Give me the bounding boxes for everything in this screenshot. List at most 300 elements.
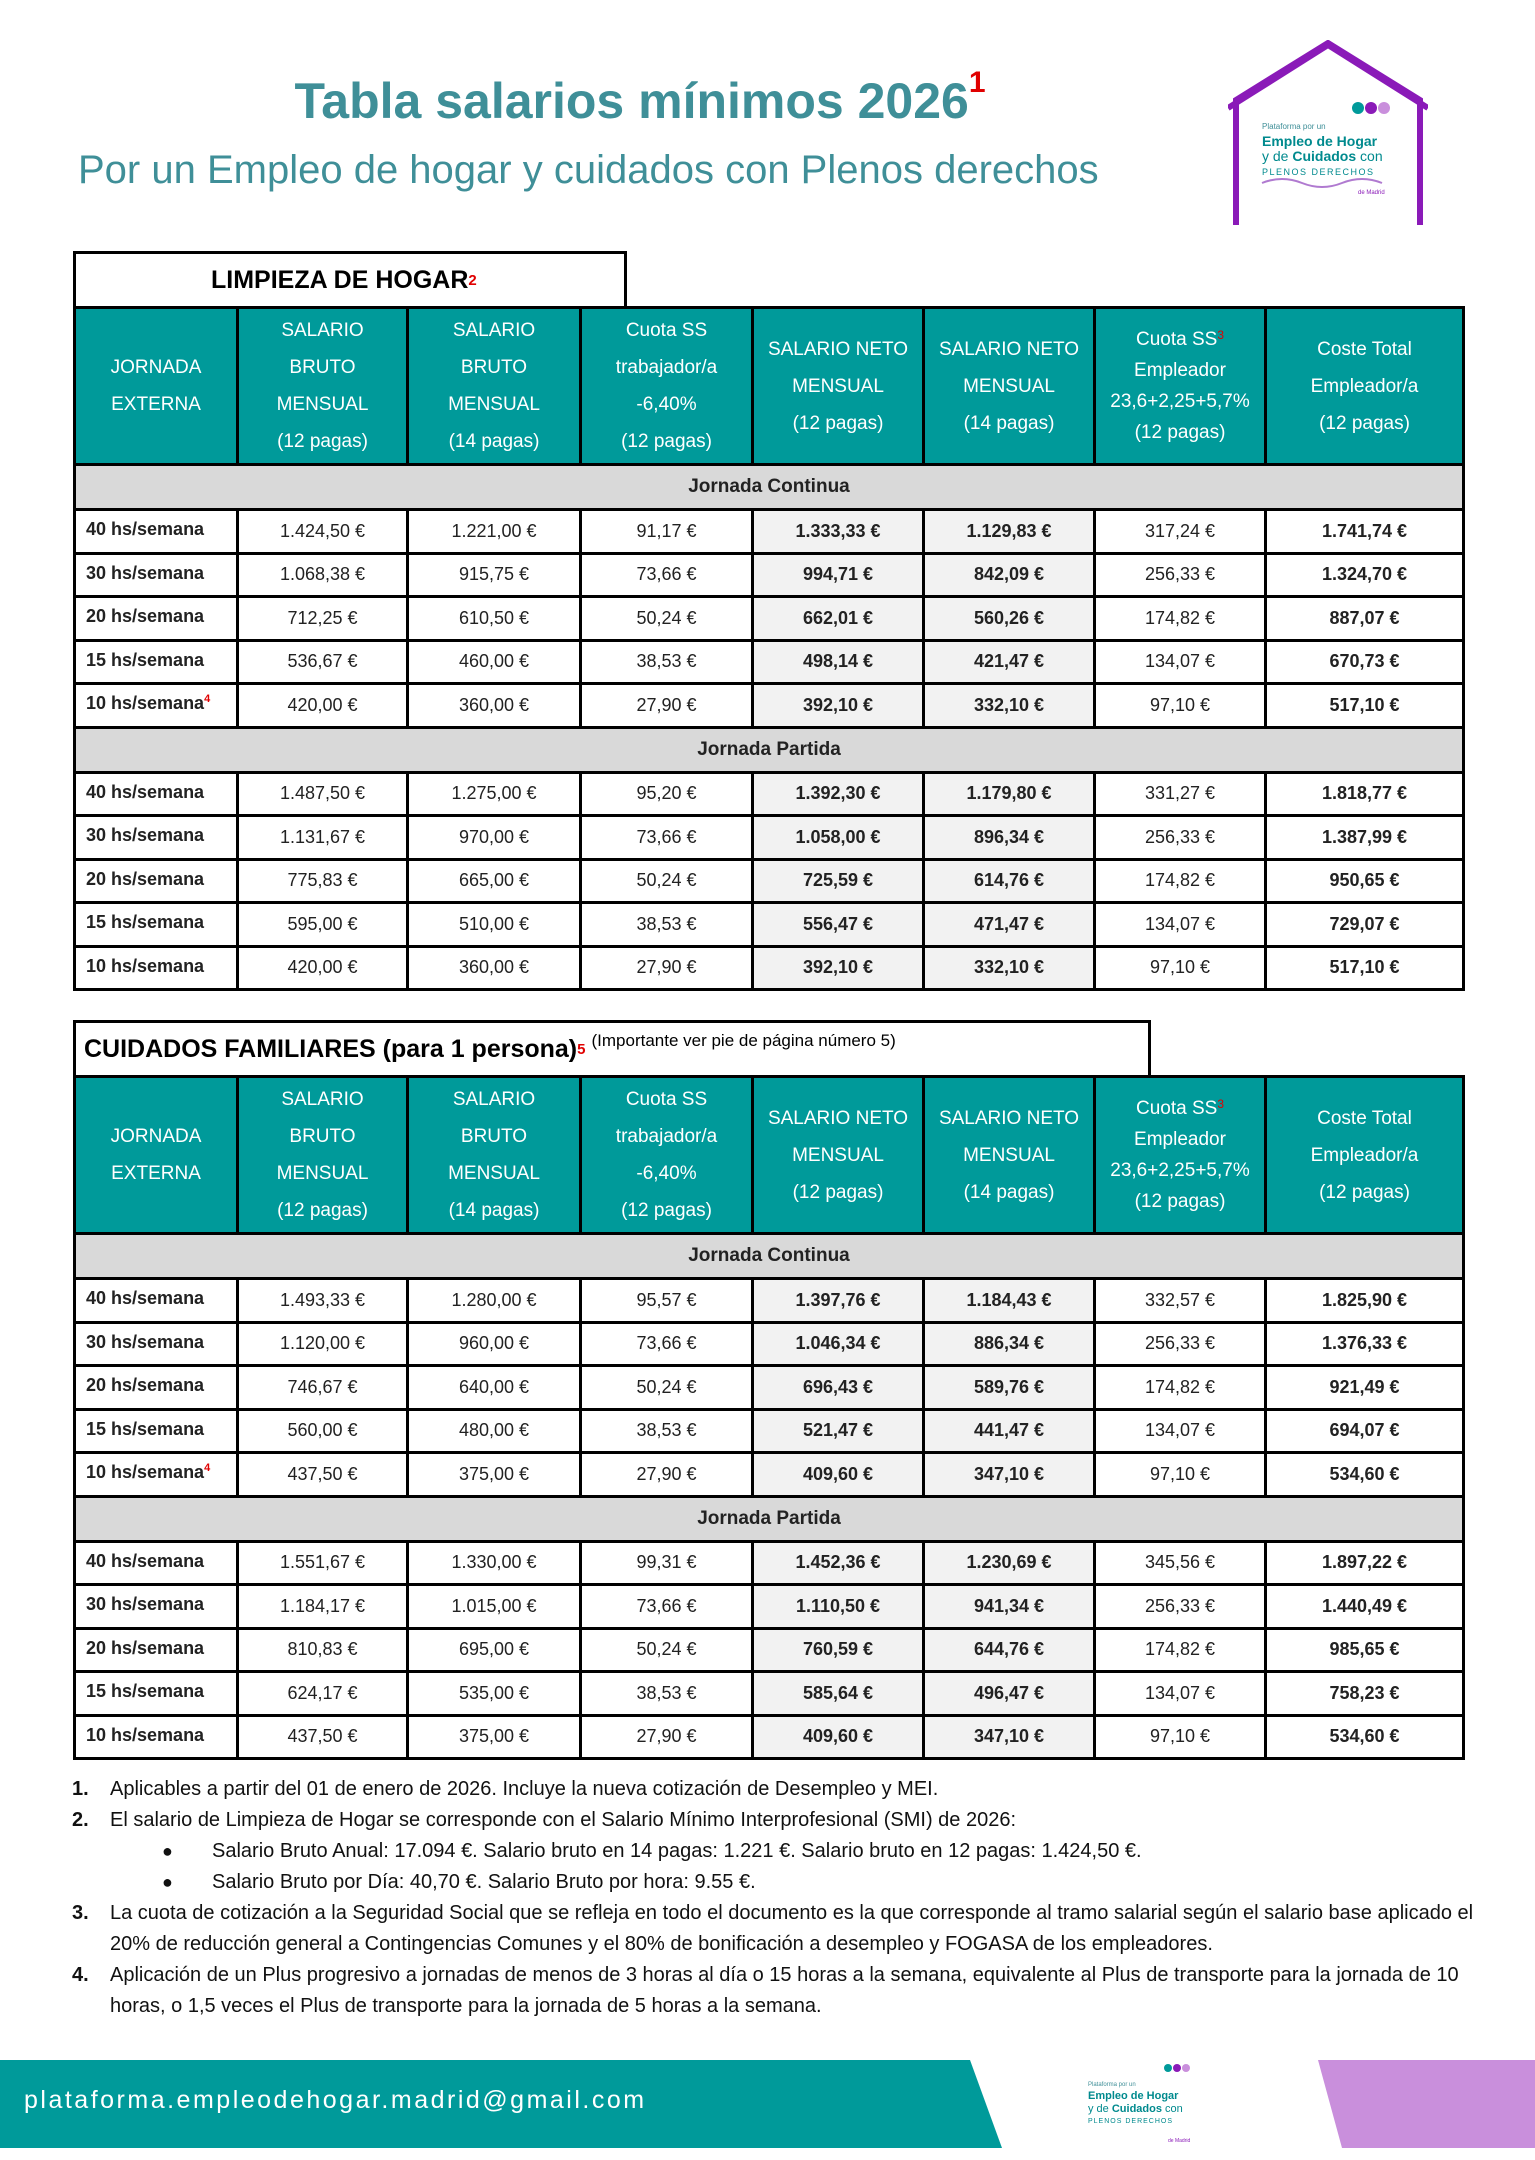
header-row — [75, 1077, 1464, 1234]
column-header — [753, 1077, 924, 1234]
row-label-text: 40 hs/semana — [86, 1550, 205, 1571]
table-row — [75, 510, 1464, 554]
column-header-line — [411, 312, 577, 349]
table-cell: 1.392,30 € — [753, 772, 924, 816]
header-text: Coste Total — [1317, 338, 1412, 360]
row-label — [75, 553, 238, 597]
group-row — [75, 1496, 1464, 1541]
table-cell: 712,25 € — [238, 597, 408, 641]
table-cell: 921,49 € — [1266, 1366, 1464, 1410]
row-label-text: 15 hs/semana — [86, 1418, 205, 1439]
table-cell: 729,07 € — [1266, 903, 1464, 947]
table-cell: 27,90 € — [581, 1453, 753, 1497]
table-cell: 1.068,38 € — [238, 553, 408, 597]
row-label — [75, 1672, 238, 1716]
footnote-item — [72, 1805, 1492, 1836]
column-header-line — [584, 1118, 749, 1155]
title-text: Tabla salarios mínimos 2026 — [294, 73, 969, 129]
table-cell: 810,83 € — [238, 1628, 408, 1672]
column-header-line — [241, 1081, 404, 1118]
header-text: -6,40% — [636, 1163, 697, 1184]
table-cell: 1.818,77 € — [1266, 772, 1464, 816]
table-cell: 970,00 € — [408, 816, 581, 860]
header-text: (12 pagas) — [1319, 1181, 1410, 1203]
column-header-line — [927, 1137, 1091, 1174]
column-header-line — [584, 1155, 749, 1192]
group-row — [75, 465, 1464, 510]
table-cell: 662,01 € — [753, 597, 924, 641]
column-header-line — [584, 1192, 749, 1229]
table-cell: 560,26 € — [924, 597, 1095, 641]
column-header-line — [78, 349, 234, 386]
group-label: Jornada Partida — [75, 1496, 1464, 1541]
header-text: trabajador/a — [615, 357, 718, 378]
table-cell: 758,23 € — [1266, 1672, 1464, 1716]
column-header-line — [756, 331, 920, 368]
table-cell: 480,00 € — [408, 1409, 581, 1453]
column-header-line — [241, 1192, 404, 1229]
header-text: SALARIO NETO — [938, 1107, 1080, 1129]
table-row — [75, 1453, 1464, 1497]
column-header-line — [1269, 1174, 1460, 1211]
footnote-number: 3. — [72, 1902, 89, 1924]
header-text: (12 pagas) — [1134, 1191, 1226, 1212]
footnote-ref: 1 — [968, 66, 986, 99]
row-label — [75, 1585, 238, 1629]
table-cell: 585,64 € — [753, 1672, 924, 1716]
footnote-number: 4. — [72, 1964, 89, 1986]
table-row — [75, 816, 1464, 860]
header-text: SALARIO — [281, 1089, 364, 1110]
column-header-line — [411, 1155, 577, 1192]
row-label — [75, 640, 238, 684]
header-text: MENSUAL — [448, 1163, 540, 1184]
column-header — [753, 308, 924, 465]
table-cell: 589,76 € — [924, 1366, 1095, 1410]
column-header — [408, 308, 581, 465]
table-cell: 437,50 € — [238, 1453, 408, 1497]
column-header-line — [78, 1118, 234, 1155]
footnote-bullet — [72, 1867, 1492, 1898]
header-text: MENSUAL — [792, 1144, 884, 1166]
table-row — [75, 597, 1464, 641]
row-label — [75, 903, 238, 947]
table-cell: 670,73 € — [1266, 640, 1464, 684]
header-text: (14 pagas) — [963, 412, 1055, 434]
header-text: 23,6+2,25+5,7% — [1110, 391, 1250, 412]
column-header-line — [411, 1081, 577, 1118]
table-cell: 614,76 € — [924, 859, 1095, 903]
table-cell: 695,00 € — [408, 1628, 581, 1672]
table-cell: 421,47 € — [924, 640, 1095, 684]
column-header-line — [927, 405, 1091, 442]
table-row — [75, 1628, 1464, 1672]
header-text: (12 pagas) — [1134, 422, 1226, 443]
table-cell: 437,50 € — [238, 1715, 408, 1759]
table-cell: 694,07 € — [1266, 1409, 1464, 1453]
header-text: SALARIO NETO — [767, 338, 909, 360]
table-cell: 27,90 € — [581, 1715, 753, 1759]
table-cell: 1.131,67 € — [238, 816, 408, 860]
table-cell: 134,07 € — [1095, 640, 1266, 684]
logo-text: Cuidados — [1292, 148, 1357, 164]
column-header — [1095, 308, 1266, 465]
table-cell: 1.120,00 € — [238, 1322, 408, 1366]
group-label: Jornada Continua — [75, 465, 1464, 510]
table-cell: 746,67 € — [238, 1366, 408, 1410]
table-cell: 1.280,00 € — [408, 1279, 581, 1323]
table-cell: 95,20 € — [581, 772, 753, 816]
header-text: JORNADA — [110, 357, 202, 378]
table-cell: 994,71 € — [753, 553, 924, 597]
logo-text: PLENOS DERECHOS — [1262, 167, 1375, 177]
table-cell: 896,34 € — [924, 816, 1095, 860]
table-cell: 915,75 € — [408, 553, 581, 597]
table-cell: 510,00 € — [408, 903, 581, 947]
row-label — [75, 1628, 238, 1672]
group-label: Jornada Partida — [75, 727, 1464, 772]
column-header — [924, 1077, 1095, 1234]
table-cell: 1.129,83 € — [924, 510, 1095, 554]
table-cell: 256,33 € — [1095, 816, 1266, 860]
table-cell: 50,24 € — [581, 597, 753, 641]
table-cell: 665,00 € — [408, 859, 581, 903]
header-text: Cuota SS — [1135, 1098, 1218, 1119]
column-header-line — [927, 331, 1091, 368]
table-cell: 760,59 € — [753, 1628, 924, 1672]
column-header — [75, 308, 238, 465]
table-cell: 409,60 € — [753, 1453, 924, 1497]
row-label-text: 40 hs/semana — [86, 781, 205, 802]
table-cell: 1.058,00 € — [753, 816, 924, 860]
table-cell: 38,53 € — [581, 1409, 753, 1453]
table-cell: 985,65 € — [1266, 1628, 1464, 1672]
table-row — [75, 684, 1464, 728]
header-text: (12 pagas) — [277, 431, 368, 452]
row-label — [75, 510, 238, 554]
table-cell: 517,10 € — [1266, 946, 1464, 990]
logo-text: con — [1356, 148, 1383, 164]
column-header-line — [756, 1174, 920, 1211]
table-cell: 360,00 € — [408, 946, 581, 990]
table-cell: 941,34 € — [924, 1585, 1095, 1629]
table-row — [75, 859, 1464, 903]
table-cell: 498,14 € — [753, 640, 924, 684]
table-cell: 317,24 € — [1095, 510, 1266, 554]
bullet-text: Salario Bruto Anual: 17.094 €. Salario bruto en 14 pagas: 1.221 €. Salario bruto en 12 pagas: 1.424,50 €. — [212, 1840, 1142, 1862]
column-header-line — [1098, 417, 1262, 448]
row-label-text: 10 hs/semana — [86, 955, 205, 976]
column-header-line — [1098, 1155, 1262, 1186]
header-text: MENSUAL — [963, 375, 1055, 397]
table-cell: 99,31 € — [581, 1541, 753, 1585]
footnote-text: El salario de Limpieza de Hogar se corresponde con el Salario Mínimo Interprofesional (SMI) de 2026: — [110, 1809, 1017, 1831]
table-cell: 375,00 € — [408, 1715, 581, 1759]
table-cell: 441,47 € — [924, 1409, 1095, 1453]
header-text: BRUTO — [289, 357, 356, 378]
table-cell: 345,56 € — [1095, 1541, 1266, 1585]
table-cell: 134,07 € — [1095, 1409, 1266, 1453]
table-cell: 536,67 € — [238, 640, 408, 684]
table-cell: 1.452,36 € — [753, 1541, 924, 1585]
column-header-line — [584, 423, 749, 460]
table-cell: 38,53 € — [581, 1672, 753, 1716]
section-title-text: LIMPIEZA DE HOGAR — [211, 265, 469, 294]
column-header-line — [756, 1100, 920, 1137]
table-cell: 91,17 € — [581, 510, 753, 554]
table-row — [75, 553, 1464, 597]
table-cell: 624,17 € — [238, 1672, 408, 1716]
table-row — [75, 1585, 1464, 1629]
table-cell: 409,60 € — [753, 1715, 924, 1759]
column-header-line — [1269, 331, 1460, 368]
column-header-line — [78, 1155, 234, 1192]
row-label-text: 10 hs/semana — [86, 1462, 205, 1482]
table-cell: 97,10 € — [1095, 1715, 1266, 1759]
table-cell: 1.230,69 € — [924, 1541, 1095, 1585]
table-cell: 174,82 € — [1095, 597, 1266, 641]
table-cell: 332,10 € — [924, 946, 1095, 990]
salary-table — [73, 306, 1465, 991]
table-cell: 556,47 € — [753, 903, 924, 947]
header-text: EXTERNA — [111, 1163, 201, 1184]
table-cell: 420,00 € — [238, 946, 408, 990]
table-cell: 1.221,00 € — [408, 510, 581, 554]
header-text: Empleador — [1134, 360, 1226, 381]
footer-accent — [1318, 2060, 1535, 2148]
page-subtitle: Por un Empleo de hogar y cuidados con Plenos derechos — [78, 148, 1099, 192]
header-text: 23,6+2,25+5,7% — [1110, 1160, 1250, 1181]
table-cell: 97,10 € — [1095, 1453, 1266, 1497]
column-header-line — [1098, 1093, 1262, 1124]
row-label-text: 40 hs/semana — [86, 519, 205, 539]
table-cell: 1.424,50 € — [238, 510, 408, 554]
header-text: Coste Total — [1317, 1107, 1412, 1129]
logo-text: Plataforma por un — [1262, 122, 1326, 131]
table-cell: 360,00 € — [408, 684, 581, 728]
table-cell: 471,47 € — [924, 903, 1095, 947]
column-header-line — [241, 1118, 404, 1155]
table-cell: 256,33 € — [1095, 1585, 1266, 1629]
table-cell: 50,24 € — [581, 1366, 753, 1410]
column-header — [924, 308, 1095, 465]
row-label-text: 20 hs/semana — [86, 868, 205, 889]
logo-text: PLENOS DERECHOS — [1088, 2118, 1174, 2125]
row-label-text: 30 hs/semana — [86, 825, 205, 845]
column-header — [238, 1077, 408, 1234]
footnote-ref: 5 — [577, 1040, 586, 1058]
row-label-text: 20 hs/semana — [86, 606, 205, 626]
column-header-line — [927, 368, 1091, 405]
column-header-line — [756, 405, 920, 442]
header-text: MENSUAL — [792, 375, 884, 397]
header-text: trabajador/a — [615, 1126, 718, 1147]
footnote-ref: 3 — [1217, 328, 1224, 342]
footnote-ref: 4 — [204, 693, 211, 705]
table-cell: 347,10 € — [924, 1453, 1095, 1497]
table-cell: 50,24 € — [581, 1628, 753, 1672]
header-text: Empleador/a — [1310, 375, 1419, 397]
table-cell: 1.275,00 € — [408, 772, 581, 816]
table-cell: 842,09 € — [924, 553, 1095, 597]
row-label — [75, 1409, 238, 1453]
header-text: SALARIO NETO — [938, 338, 1080, 360]
column-header-line — [411, 1118, 577, 1155]
header-text: (12 pagas) — [1319, 412, 1410, 434]
column-header — [238, 308, 408, 465]
group-row — [75, 727, 1464, 772]
table-cell: 1.741,74 € — [1266, 510, 1464, 554]
logo-text: Plataforma por un — [1088, 2082, 1136, 2088]
row-label-text: 20 hs/semana — [86, 1637, 205, 1658]
table-cell: 1.015,00 € — [408, 1585, 581, 1629]
table-row — [75, 1322, 1464, 1366]
table-cell: 392,10 € — [753, 684, 924, 728]
column-header-line — [411, 349, 577, 386]
table-row — [75, 1279, 1464, 1323]
header-text: EXTERNA — [111, 394, 201, 415]
column-header-line — [1098, 324, 1262, 355]
table-cell: 496,47 € — [924, 1672, 1095, 1716]
header-text: (14 pagas) — [448, 431, 540, 452]
table-cell: 1.110,50 € — [753, 1585, 924, 1629]
group-label: Jornada Continua — [75, 1234, 1464, 1279]
table-cell: 696,43 € — [753, 1366, 924, 1410]
header-text: BRUTO — [289, 1126, 356, 1147]
column-header-line — [1098, 386, 1262, 417]
table-cell: 560,00 € — [238, 1409, 408, 1453]
row-label — [75, 1366, 238, 1410]
salary-table — [73, 1075, 1465, 1760]
row-label-text: 30 hs/semana — [86, 562, 205, 583]
header-text: (12 pagas) — [792, 1181, 884, 1203]
table-cell: 256,33 € — [1095, 553, 1266, 597]
column-header-line — [927, 1100, 1091, 1137]
table-cell: 960,00 € — [408, 1322, 581, 1366]
table-cell: 534,60 € — [1266, 1715, 1464, 1759]
column-header — [1095, 1077, 1266, 1234]
footnotes — [72, 1774, 1492, 2022]
header-text: (12 pagas) — [621, 1200, 712, 1221]
table-cell: 1.387,99 € — [1266, 816, 1464, 860]
table-cell: 1.324,70 € — [1266, 553, 1464, 597]
column-header-line — [241, 386, 404, 423]
logo-text: Cuidados — [1111, 2103, 1162, 2115]
column-header-line — [756, 1137, 920, 1174]
header-text: (14 pagas) — [963, 1181, 1055, 1203]
table-cell: 1.493,33 € — [238, 1279, 408, 1323]
row-label-text: 15 hs/semana — [86, 1681, 205, 1701]
header-text: SALARIO — [281, 320, 364, 341]
logo-text: de Madrid — [1358, 190, 1385, 196]
row-label-text: 10 hs/semana — [86, 1724, 205, 1745]
header-text: Cuota SS — [625, 1089, 708, 1110]
column-header-line — [1098, 1186, 1262, 1217]
footnote-ref: 4 — [204, 1462, 211, 1474]
table-cell: 1.046,34 € — [753, 1322, 924, 1366]
table-cell: 1.825,90 € — [1266, 1279, 1464, 1323]
table-cell: 174,82 € — [1095, 1366, 1266, 1410]
table-cell: 331,27 € — [1095, 772, 1266, 816]
header-text: MENSUAL — [276, 394, 369, 415]
table-cell: 38,53 € — [581, 903, 753, 947]
table-cell: 1.897,22 € — [1266, 1541, 1464, 1585]
footnote-item — [72, 1898, 1492, 1960]
table-cell: 460,00 € — [408, 640, 581, 684]
logo-text: con — [1161, 2103, 1183, 2115]
footer-email[interactable]: plataforma.empleodehogar.madrid@gmail.com — [24, 2086, 647, 2114]
column-header — [581, 1077, 753, 1234]
column-header-line — [241, 349, 404, 386]
table-cell: 73,66 € — [581, 553, 753, 597]
table-cell: 73,66 € — [581, 1322, 753, 1366]
column-header-line — [1269, 1100, 1460, 1137]
table-cell: 535,00 € — [408, 1672, 581, 1716]
table-cell: 950,65 € — [1266, 859, 1464, 903]
column-header-line — [584, 1081, 749, 1118]
column-header-line — [1098, 355, 1262, 386]
footnote-ref: 3 — [1217, 1097, 1224, 1111]
column-header-line — [1269, 405, 1460, 442]
row-label — [75, 1541, 238, 1585]
table-cell: 134,07 € — [1095, 903, 1266, 947]
table-cell: 392,10 € — [753, 946, 924, 990]
column-header-line — [411, 423, 577, 460]
table-cell: 1.487,50 € — [238, 772, 408, 816]
logo-text: Empleo de Hogar — [1262, 133, 1378, 149]
footnote-ref: 2 — [468, 271, 477, 289]
table-cell: 610,50 € — [408, 597, 581, 641]
table-cell: 73,66 € — [581, 816, 753, 860]
table-cell: 95,57 € — [581, 1279, 753, 1323]
row-label — [75, 1453, 238, 1497]
table-cell: 886,34 € — [924, 1322, 1095, 1366]
row-label-text: 30 hs/semana — [86, 1331, 205, 1352]
dots-icon — [1088, 2062, 1208, 2082]
table-cell: 1.184,43 € — [924, 1279, 1095, 1323]
header-text: SALARIO NETO — [767, 1107, 909, 1129]
table-cell: 256,33 € — [1095, 1322, 1266, 1366]
table-cell: 27,90 € — [581, 684, 753, 728]
table-cell: 1.330,00 € — [408, 1541, 581, 1585]
footer-logo — [1088, 2062, 1208, 2148]
footnote-number: 2. — [72, 1809, 89, 1831]
row-label — [75, 1322, 238, 1366]
column-header-line — [1269, 368, 1460, 405]
column-header-line — [756, 368, 920, 405]
column-header-line — [584, 349, 749, 386]
column-header-line — [584, 312, 749, 349]
table-cell: 595,00 € — [238, 903, 408, 947]
section-note: (Importante ver pie de página número 5) — [591, 1031, 896, 1050]
column-header-line — [241, 1155, 404, 1192]
table-row — [75, 1715, 1464, 1759]
table-cell: 332,10 € — [924, 684, 1095, 728]
bullet-icon: ● — [162, 1841, 173, 1861]
header-text: MENSUAL — [448, 394, 540, 415]
footnote-text: La cuota de cotización a la Seguridad Social que se refleja en todo el documento es la que corresponde al tramo salarial según el salario base aplicado el 20% de reducción general a Contingencias Comunes y el 80% de bonificación a desempleo y FOGASA de los empleadores. — [110, 1902, 1474, 1955]
table-cell: 1.551,67 € — [238, 1541, 408, 1585]
column-header — [408, 1077, 581, 1234]
row-label-text: 15 hs/semana — [86, 649, 205, 670]
footnote-text: Aplicación de un Plus progresivo a jornadas de menos de 3 horas al día o 15 horas a la semana, equivalente al Plus de transporte para la jornada de 10 horas, o 1,5 veces el Plus de transporte para la jornada de 5 horas a la semana. — [110, 1964, 1459, 2017]
table-cell: 174,82 € — [1095, 1628, 1266, 1672]
table-cell: 38,53 € — [581, 640, 753, 684]
logo-text: y de — [1262, 148, 1293, 164]
header-text: Cuota SS — [1135, 329, 1218, 350]
row-label — [75, 597, 238, 641]
logo-text: y de — [1088, 2103, 1112, 2115]
